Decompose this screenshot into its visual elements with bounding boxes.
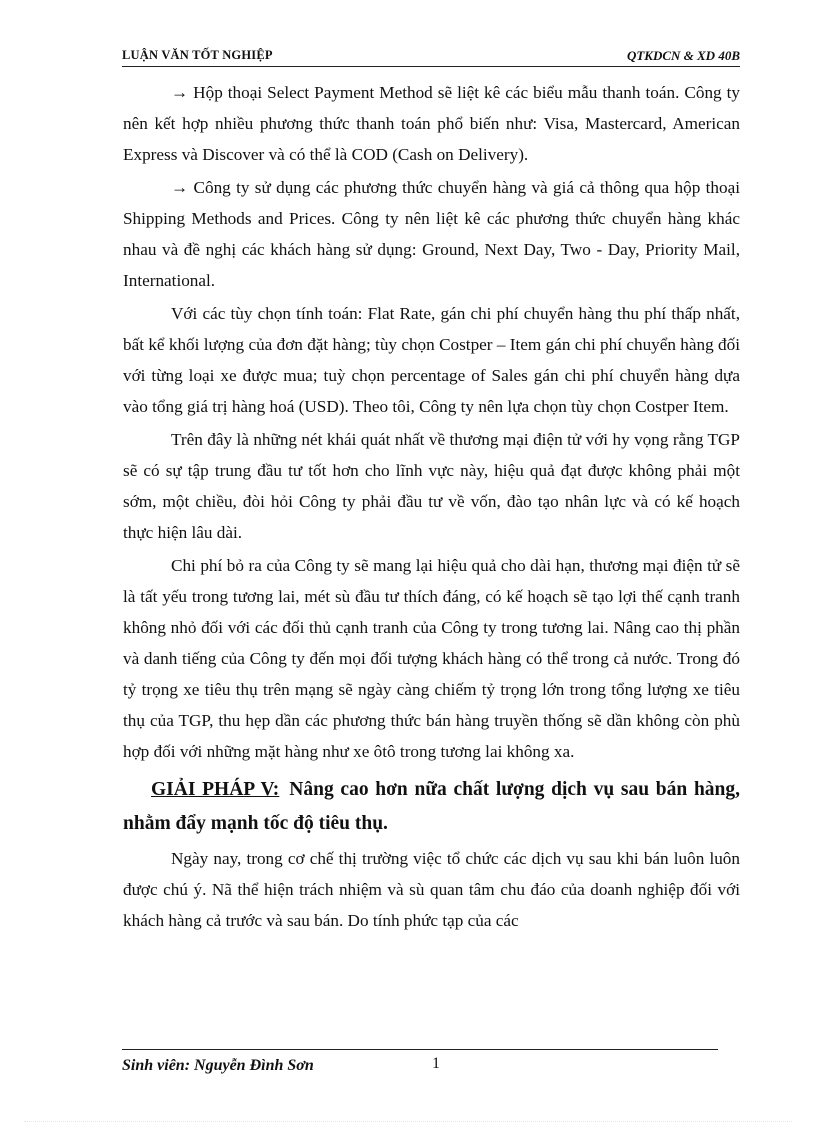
paragraph-shipping-methods: → Công ty sử dụng các phương thức chuyển hàng và giá cả thông qua hộp thoại Shipping Methods and Prices. Công ty nên liệt kê các phương thức chuyển hàng khác nhau và đề nghị các khách hàng sử dụng: Ground, Next Day, Two - Day, Priority Mail, International. <box>123 178 740 290</box>
paragraph-ecommerce-summary: Trên đây là những nét khái quát nhất về thương mại điện tử với hy vọng rằng TGP sẽ có sự tập trung đầu tư tốt hơn cho lĩnh vực này, hiệu quả đạt được không phải một sớm, một chiều, đòi hỏi Công ty phải đầu tư về vốn, đào tạo nhân lực và có kế hoạch thực hiện lâu dài. <box>123 430 740 542</box>
page-header <box>122 46 740 67</box>
header-class-code: QTKDCN & XD 40B <box>626 48 740 63</box>
paragraph-calculation-options: Với các tùy chọn tính toán: Flat Rate, gán chi phí chuyển hàng thu phí thấp nhất, bất kể khối lượng của đơn đặt hàng; tùy chọn Costper – Item gán chi phí chuyển hàng đối với từng loại xe được mua; tuỳ chọn percentage of Sales gán chi phí chuyển hàng dựa vào tổng giá trị hàng hoá (USD). Theo tôi, Công ty nên lựa chọn tùy chọn Costper Item. <box>123 304 740 416</box>
page-number: 1 <box>432 1055 440 1072</box>
page-bottom-divider <box>24 1121 792 1122</box>
section-label: GIẢI PHÁP V: <box>151 779 280 800</box>
footer-student-name: Sinh viên: Nguyễn Đình Sơn <box>122 1057 314 1074</box>
header-thesis-label: LUẬN VĂN TỐT NGHIỆP <box>122 48 273 62</box>
paragraph-cost-benefit: Chi phí bỏ ra của Công ty sẽ mang lại hiệu quả cho dài hạn, thương mại điện tử sẽ là tất yếu trong tương lai, mét sù đầu tư thích đáng, có kế hoạch sẽ tạo lợi thế cạnh tranh không nhỏ đối với các đối thủ cạnh tranh của Công ty trong tương lai. Nâng cao thị phần và danh tiếng của Công ty đến mọi đối tượng khách hàng có thể trong cả nước. Trong đó tỷ trọng xe tiêu thụ trên mạng sẽ ngày càng chiếm tỷ trọng lớn trong tổng lượng xe tiêu thụ của TGP, thu hẹp dần các phương thức bán hàng truyền thống sẽ dần không còn phù hợp đối với những mặt hàng như xe ôtô trong tương lai không xa. <box>123 556 740 761</box>
page-footer <box>122 1049 718 1080</box>
document-body <box>123 77 740 936</box>
section-heading-solution-5 <box>123 773 740 841</box>
paragraph-after-sales-intro: Ngày nay, trong cơ chế thị trường việc tổ chức các dịch vụ sau khi bán luôn luôn được chú ý. Nã thể hiện trách nhiệm và sù quan tâm chu đáo của doanh nghiệp đối với khách hàng cả trước và sau bán. Do tính phức tạp của các <box>123 849 740 930</box>
section-title: Nâng cao hơn nữa chất lượng dịch vụ sau bán hàng, nhằm đẩy mạnh tốc độ tiêu thụ. <box>123 779 741 834</box>
paragraph-payment-method: → Hộp thoại Select Payment Method sẽ liệt kê các biểu mẫu thanh toán. Công ty nên kết hợp nhiều phương thức thanh toán phổ biến như: Visa, Mastercard, American Express và Discover và có thể là COD (Cash on Delivery). <box>123 83 740 164</box>
